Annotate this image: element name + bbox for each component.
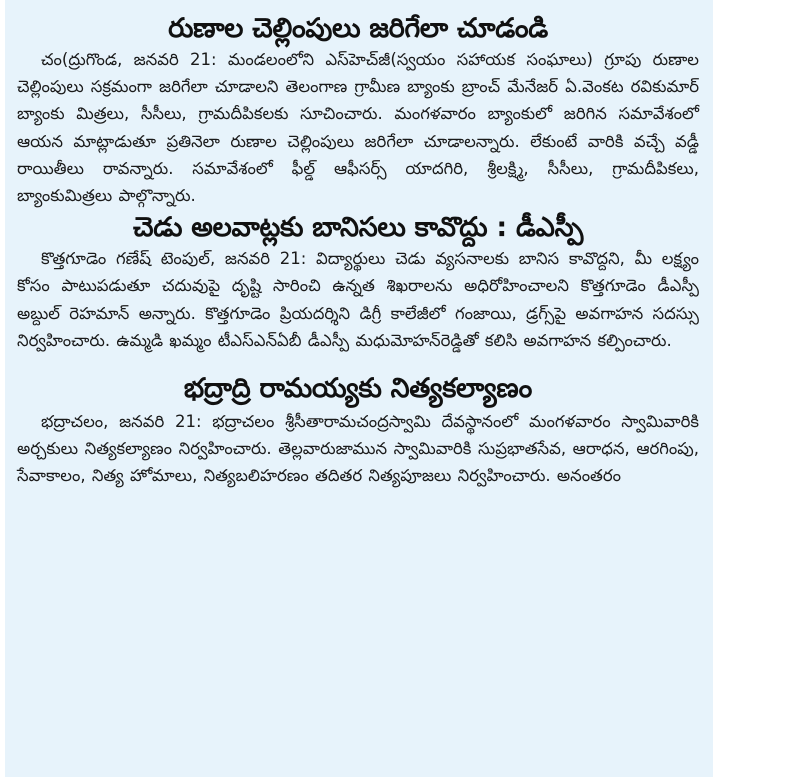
article-headline: రుణాల చెల్లింపులు జరిగేలా చూడండి [168, 13, 548, 44]
article-headline: చెడు అలవాట్లకు బానిసలు కావొద్దు : డీఎస్పీ [132, 212, 584, 244]
article-body: చం(ద్రుగొండ, జనవరి 21: మండలంలోని ఎస్‌హెచ్‌జీ(స్వయం సహాయక సంఘాలు) గ్రూపు రుణాల చెల్లింపులు సక్రమంగా జరిగేలా చూడాలని తెలంగాణ గ్రామీణ బ్యాంకు బ్రాంచ్ మేనేజర్ ఏ.వెంకట రవికుమార్ బ్యాంకు మిత్రలు, సీసీలు, గ్రామదీపికలకు సూచించారు. మంగళవారం బ్యాంకులో జరిగిన సమావేశంలో ఆయన మాట్లాడుతూ ప్రతినెలా రుణాల చెల్లింపులు జరిగేలా చూడాలన్నారు. లేకుంటే వారికి వచ్చే వడ్డీ రాయితీలు రావన్నారు. సమావేశంలో ఫీల్డ్ ఆఫీసర్స్ యాదగిరి, శ్రీలక్ష్మి, సీసీలు, గ్రామదీపికలు, బ్యాంకుమిత్రలు పాల్గొన్నారు. [17, 50, 699, 206]
article-body: భద్రాచలం, జనవరి 21: భద్రాచలం శ్రీసీతారామచంద్రస్వామి దేవస్థానంలో మంగళవారం స్వామివారికి అర్చకులు నిత్యకల్యాణం నిర్వహించారు. తెల్లవారుజామున స్వామివారికి సుప్రభాతసేవ, ఆరాధన, ఆరగింపు, సేవాకాలం, నిత్య హోమాలు, నిత్యబలిహరణం తదితర నిత్యపూజలు నిర్వహించారు. అనంతరం [17, 412, 699, 486]
article-bhadradri-kalyanam [17, 354, 699, 490]
article-loan-repayment [17, 0, 699, 209]
article-body: కొత్తగూడెం గణేష్ టెంపుల్, జనవరి 21: విద్యార్థులు చెడు వ్యసనాలకు బానిస కావొద్దని, మీ లక్ష్యం కోసం పాటుపడుతూ చదువుపై దృష్టి సారించి ఉన్నత శిఖరాలను అధిరోహించాలని కొత్తగూడెం డీఎస్పీ అబ్దుల్ రెహమాన్ అన్నారు. కొత్తగూడెం ప్రియదర్శిని డిగ్రీ కాలేజీలో గంజాయి, డ్రగ్స్‌పై అవగాహన సదస్సు నిర్వహించారు. ఉమ్మడి ఖమ్మం టీఎస్ఎన్ఏబీ డీఎస్పీ మధుమోహన్‌రెడ్డితో కలిసి అవగాహన కల్పించారు. [17, 249, 699, 350]
article-dsp-awareness [17, 209, 699, 354]
newspaper-clipping [5, 0, 713, 777]
article-headline: భద్రాద్రి రామయ్యకు నిత్యకల్యాణం [183, 373, 533, 405]
